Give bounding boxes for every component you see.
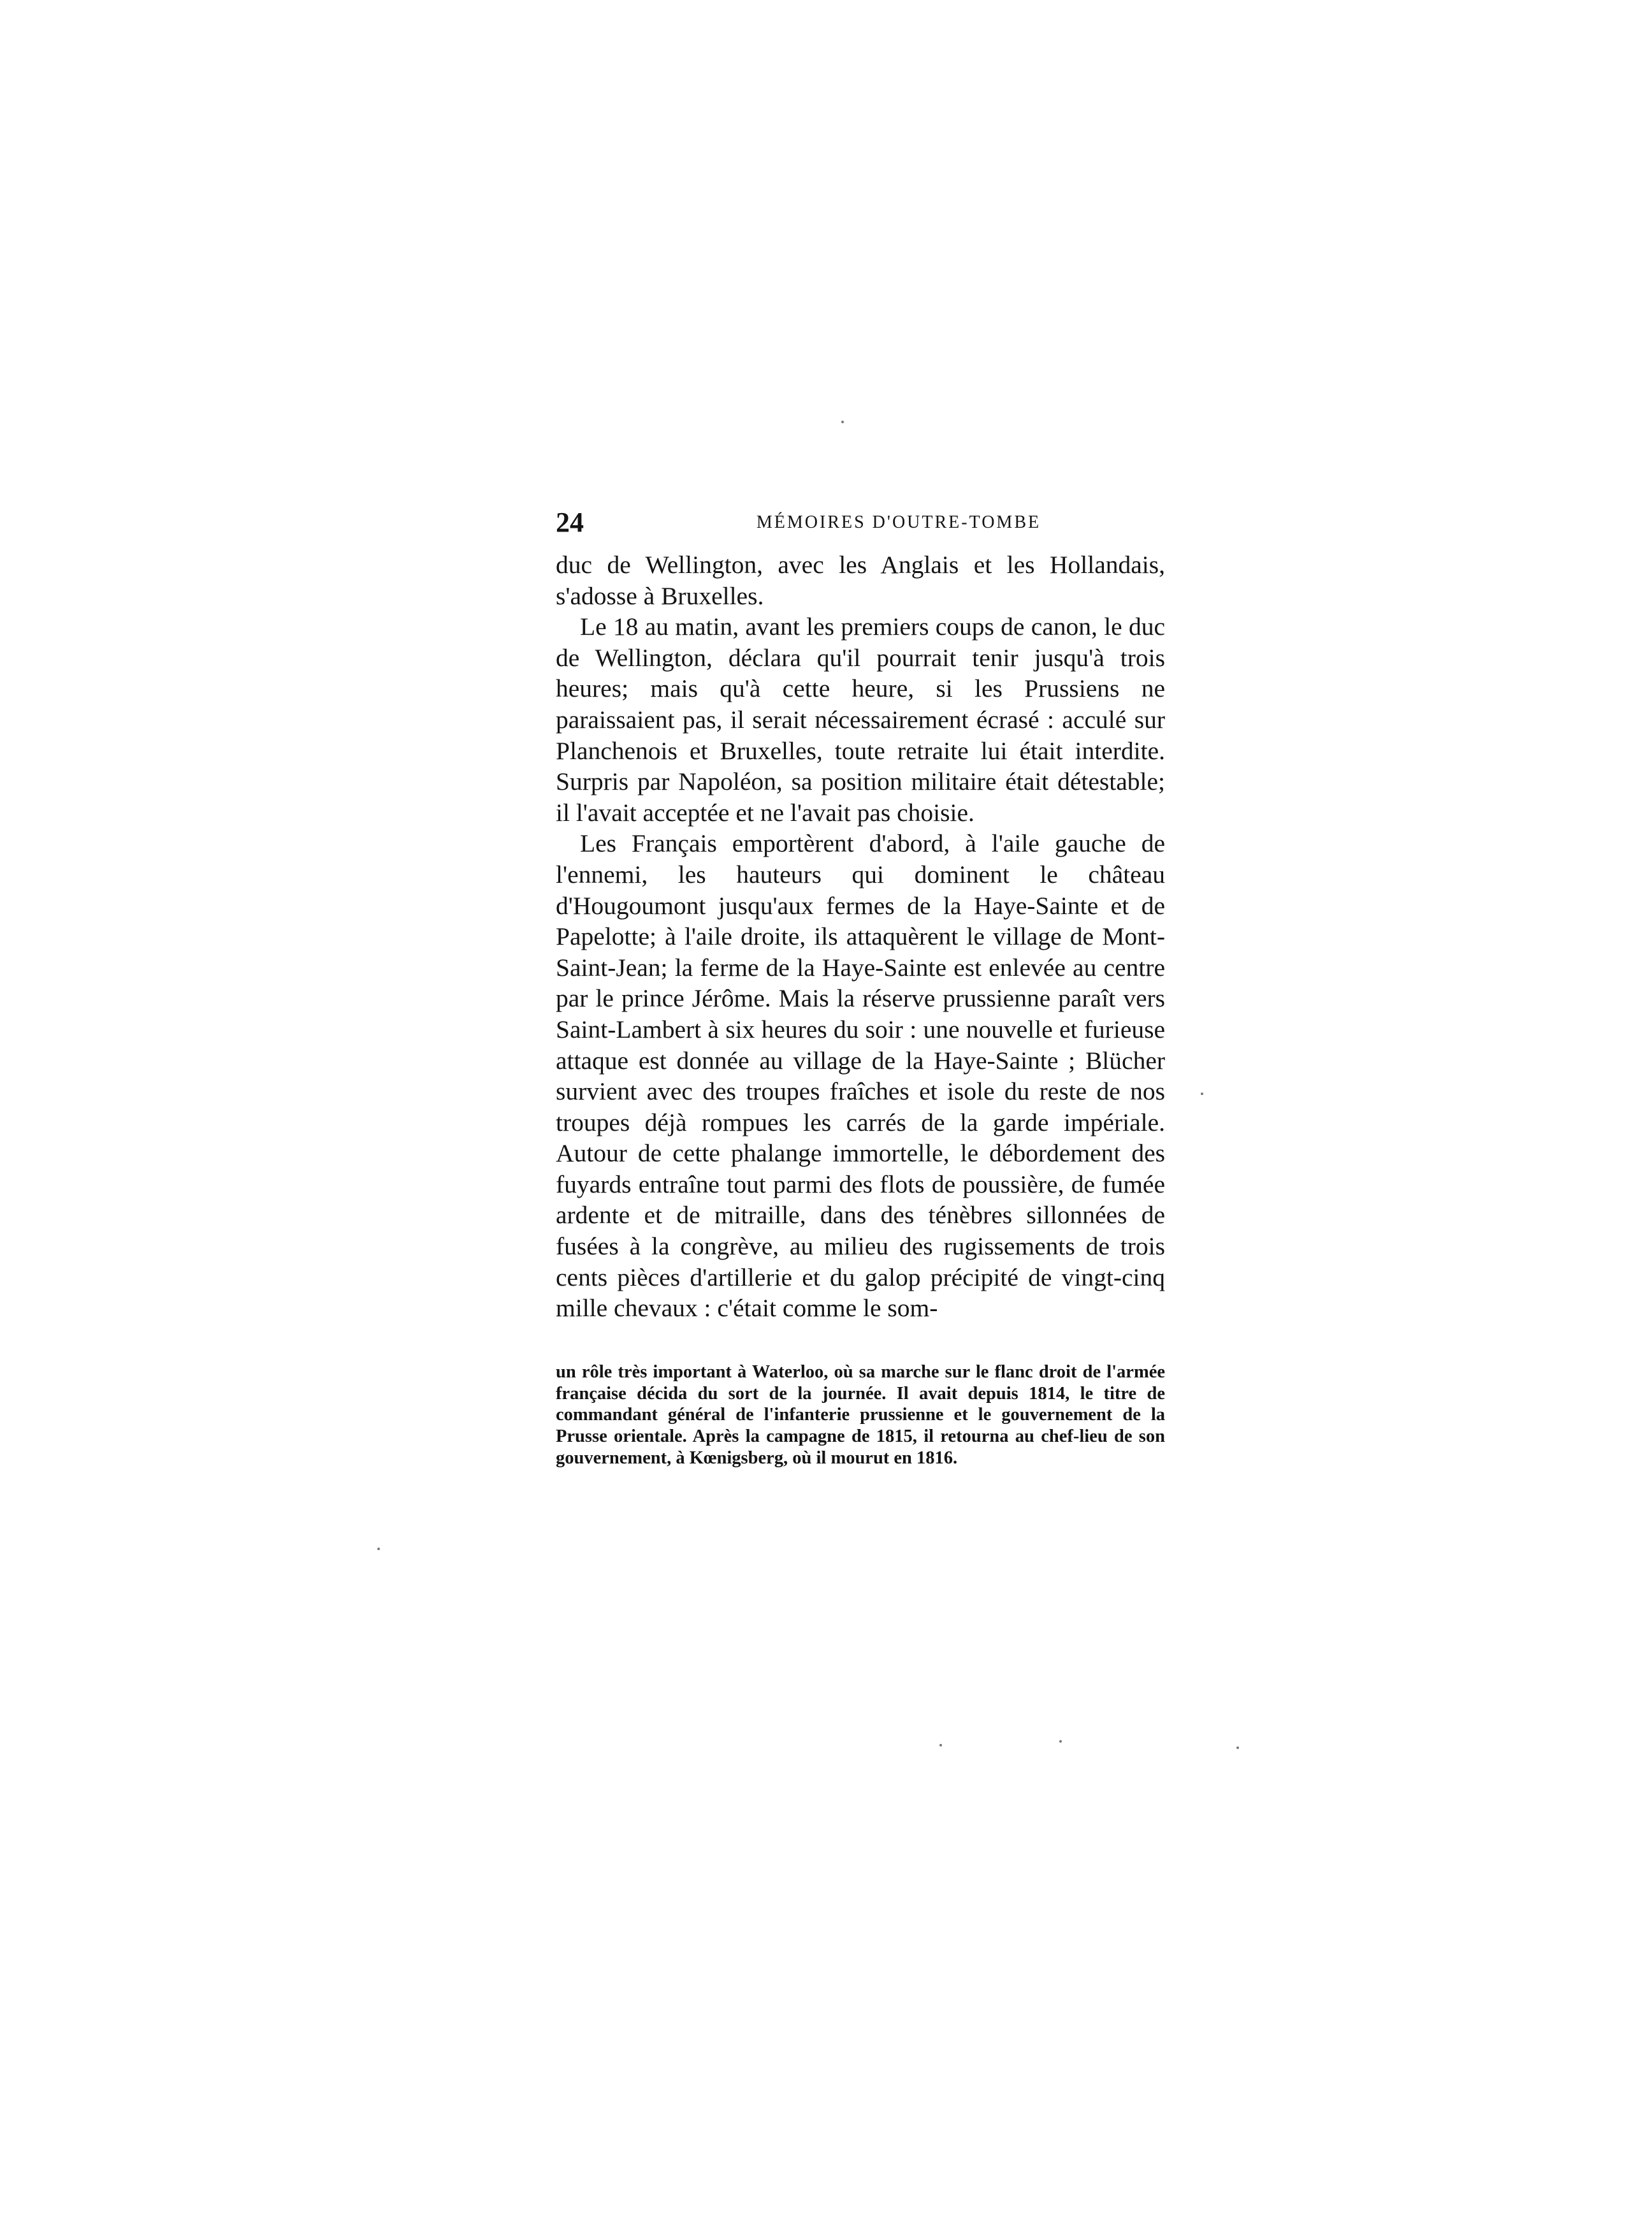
running-title: MÉMOIRES D'OUTRE-TOMBE bbox=[756, 512, 1041, 532]
scan-speck bbox=[1236, 1746, 1239, 1749]
scan-speck bbox=[1059, 1740, 1062, 1743]
scan-speck bbox=[377, 1548, 380, 1550]
scan-speck bbox=[939, 1744, 942, 1746]
paragraph-wellington: Le 18 au matin, avant les premiers coups de canon, le duc de Wellington, déclara qu'il pourrait tenir jusqu'à trois heures; mais qu'à cette heure, si les Prussiens ne paraissaient pas, il serait nécessairement écrasé : acculé sur Planchenois et Bruxelles, toute retraite lui était interdite. Surpris par Napoléon, sa position militaire était détestable; il l'avait acceptée et ne l'avait pas choisie. bbox=[556, 613, 1165, 827]
page-header bbox=[556, 504, 1165, 542]
footnote: un rôle très important à Waterloo, où sa marche sur le flanc droit de l'armée française décida du sort de la journée. Il avait depuis 1814, le titre de commandant général de l'infanterie prussienne et le gouvernement de la Prusse orientale. Après la campagne de 1815, il retourna au chef-lieu de son gouvernement, à Kœnigsberg, où il mourut en 1816. bbox=[556, 1362, 1165, 1468]
main-text bbox=[556, 549, 1165, 1324]
scan-speck bbox=[1201, 1093, 1203, 1095]
paragraph-battle: Les Français emportèrent d'abord, à l'aile gauche de l'ennemi, les hauteurs qui dominent le château d'Hougoumont jusqu'aux fermes de la Haye-Sainte et de Papelotte; à l'aile droite, ils attaquèrent le village de Mont-Saint-Jean; la ferme de la Haye-Sainte est enlevée au centre par le prince Jérôme. Mais la réserve prussienne paraît vers Saint-Lambert à six heures du soir : une nouvelle et furieuse attaque est donnée au village de la Haye-Sainte ; Blücher survient avec des troupes fraîches et isole du reste de nos troupes déjà rompues les carrés de la garde impériale. Autour de cette phalange immortelle, le débordement des fuyards entraîne tout parmi des flots de poussière, de fumée ardente et de mitraille, dans des ténèbres sillonnées de fusées à la congrève, au milieu des rugissements de trois cents pièces d'artillerie et du galop précipité de vingt-cinq mille chevaux : c'était comme le som- bbox=[556, 829, 1165, 1323]
paragraph-continuation: duc de Wellington, avec les Anglais et les Hollandais, s'adosse à Bruxelles. bbox=[556, 551, 1165, 610]
scan-speck bbox=[841, 421, 844, 423]
page-number: 24 bbox=[556, 507, 584, 538]
